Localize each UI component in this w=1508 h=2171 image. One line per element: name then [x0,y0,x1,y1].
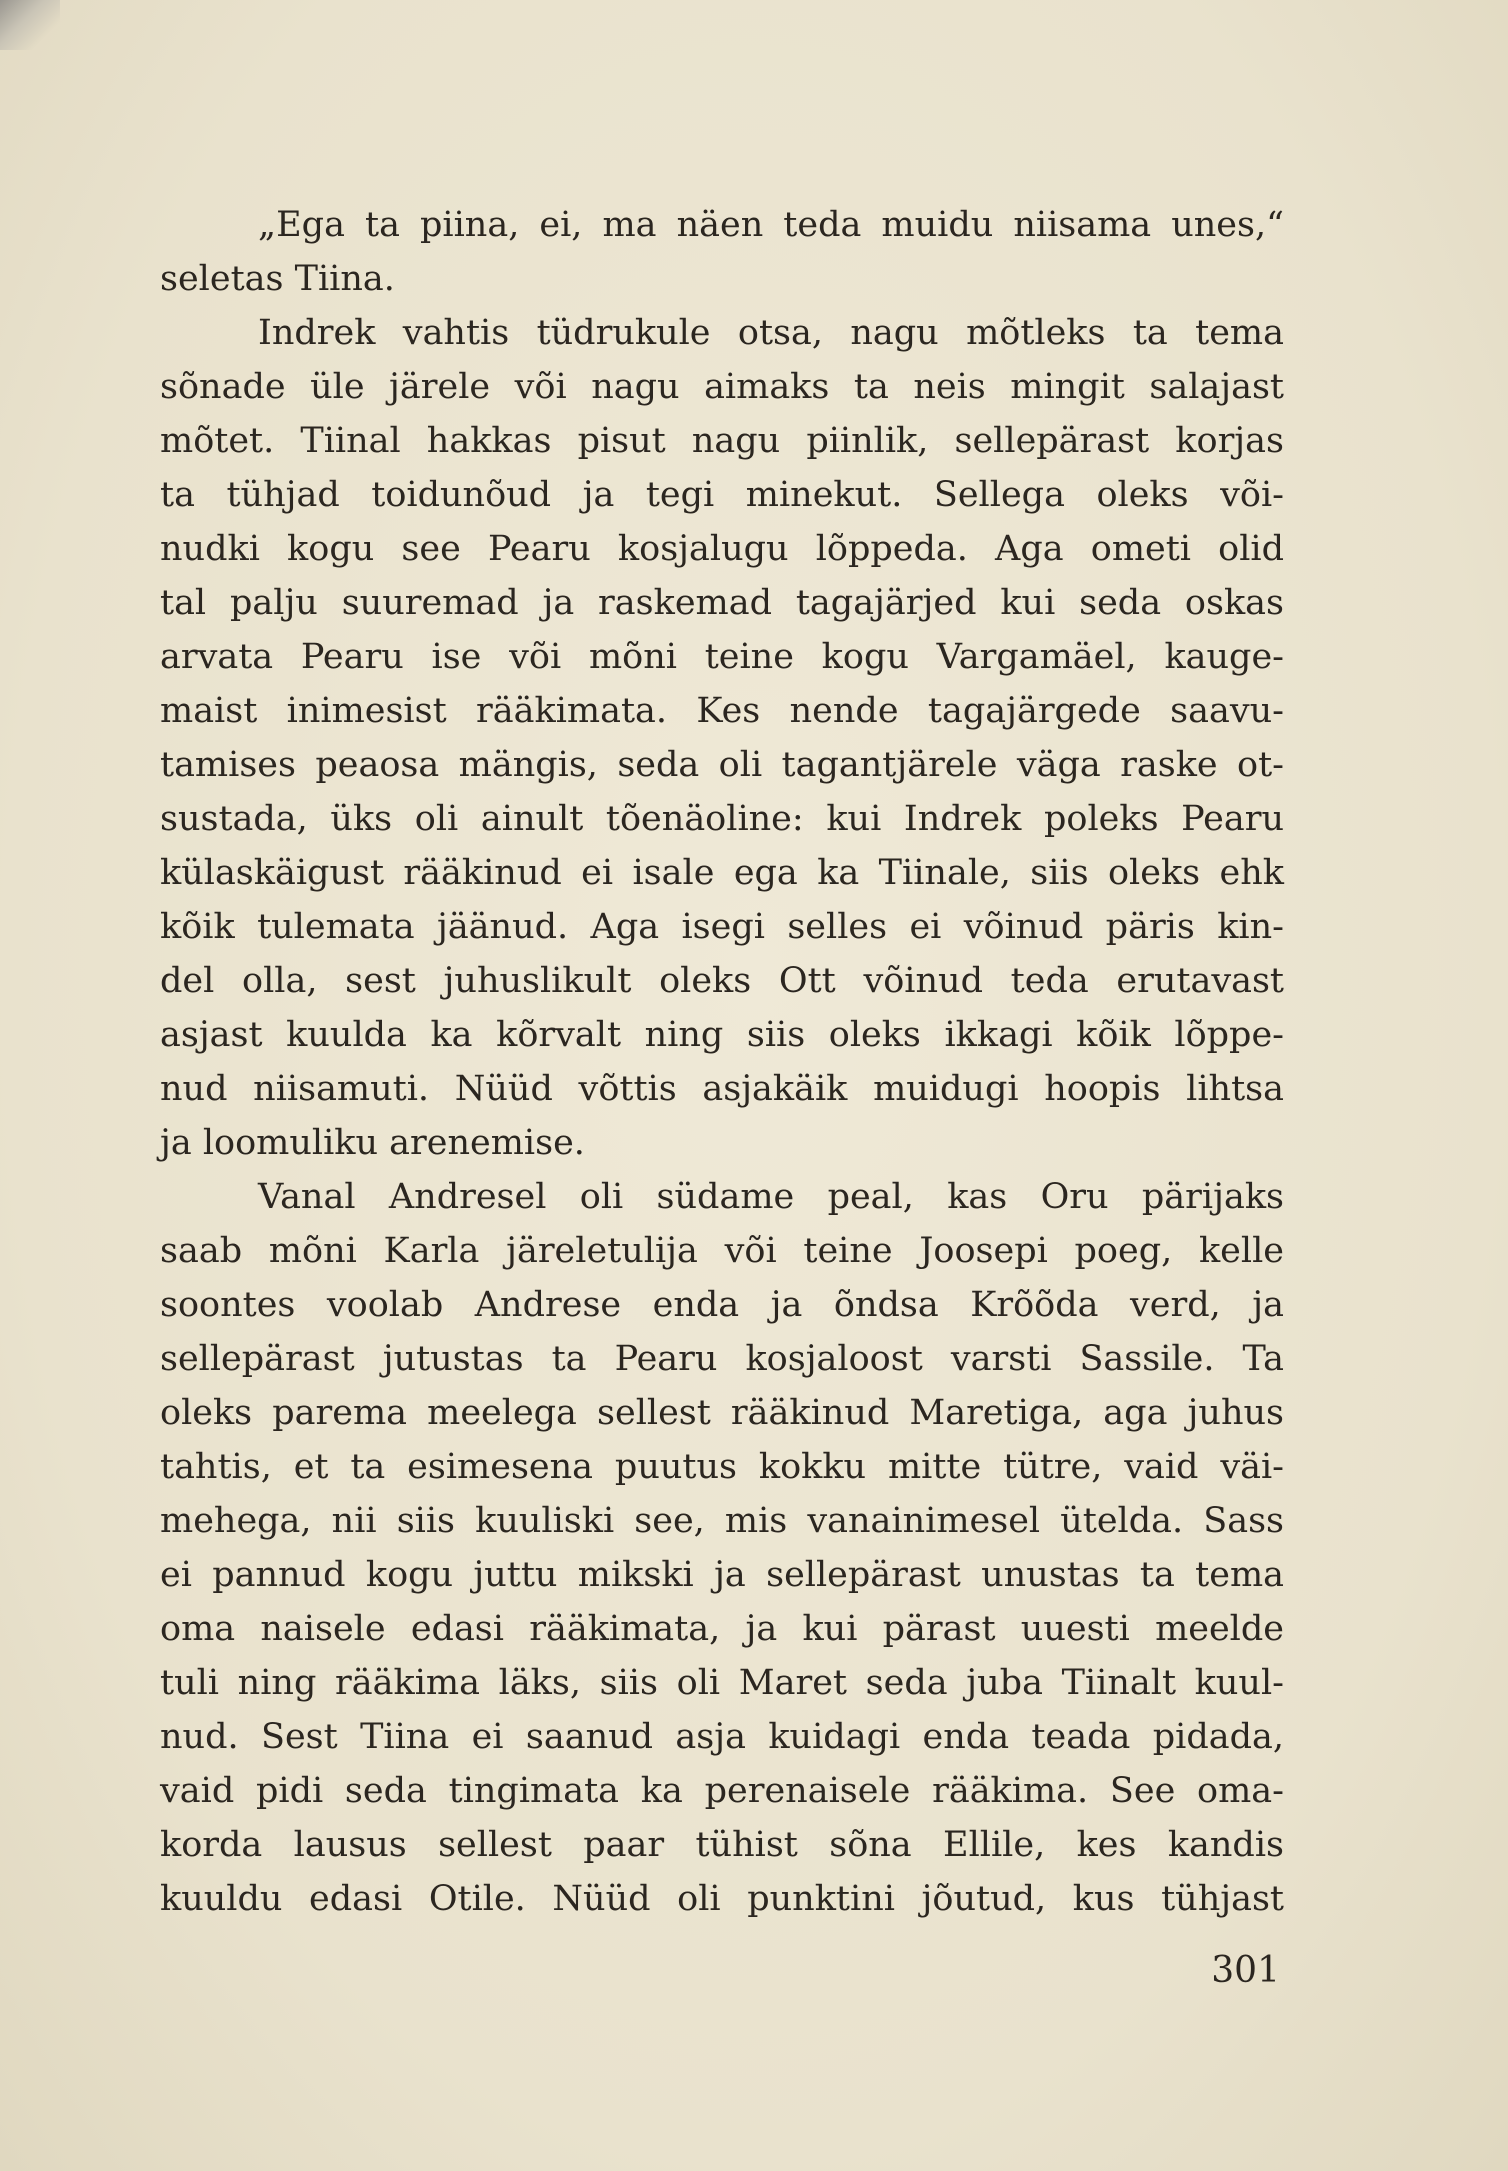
text-line: nudki kogu see Pearu kosjalugu lõppeda. Aga ometi olid [160,529,1284,569]
text-line: mehega, nii siis kuuliski see, mis vanainimesel ütelda. Sass [160,1501,1284,1541]
text-line: arvata Pearu ise või mõni teine kogu Vargamäel, kauge- [160,637,1284,677]
text-line: tal palju suuremad ja raskemad tagajärjed kui seda oskas [160,583,1284,623]
text-line: oma naisele edasi rääkimata, ja kui pärast uuesti meelde [160,1609,1284,1649]
text-line: seletas Tiina. [160,259,395,299]
text-line: vaid pidi seda tingimata ka perenaisele rääkima. See oma- [160,1771,1284,1811]
text-line: tahtis, et ta esimesena puutus kokku mitte tütre, vaid väi- [160,1447,1284,1487]
text-line: sustada, üks oli ainult tõenäoline: kui Indrek poleks Pearu [160,799,1284,839]
text-line: külaskäigust rääkinud ei isale ega ka Tiinale, siis oleks ehk [160,853,1284,893]
text-line: korda lausus sellest paar tühist sõna Ellile, kes kandis [160,1825,1284,1865]
page-corner-shadow [0,0,60,50]
text-line: del olla, sest juhuslikult oleks Ott võinud teda erutavast [160,961,1284,1001]
text-line: ta tühjad toidunõud ja tegi minekut. Sellega oleks või- [160,475,1284,515]
text-line: asjast kuulda ka kõrvalt ning siis oleks ikkagi kõik lõppe- [160,1015,1284,1055]
text-line: nud niisamuti. Nüüd võttis asjakäik muidugi hoopis lihtsa [160,1069,1284,1109]
text-line: tamises peaosa mängis, seda oli tagantjärele väga raske ot- [160,745,1284,785]
page-number: 301 [1211,1950,1280,1991]
text-line: sõnade üle järele või nagu aimaks ta neis mingit salajast [160,367,1284,407]
text-line: oleks parema meelega sellest rääkinud Maretiga, aga juhus [160,1393,1284,1433]
text-line: Vanal Andresel oli südame peal, kas Oru pärijaks [258,1177,1284,1217]
text-line: kõik tulemata jäänud. Aga isegi selles ei võinud päris kin- [160,907,1284,947]
text-line: mõtet. Tiinal hakkas pisut nagu piinlik, sellepärast korjas [160,421,1284,461]
text-line: Indrek vahtis tüdrukule otsa, nagu mõtleks ta tema [258,313,1284,353]
text-line: maist inimesist rääkimata. Kes nende tagajärgede saavu- [160,691,1284,731]
text-line: ja loomuliku arenemise. [160,1123,585,1163]
body-text [160,198,1284,1926]
text-line: saab mõni Karla järeletulija või teine Joosepi poeg, kelle [160,1231,1284,1271]
text-line: ei pannud kogu juttu mikski ja sellepärast unustas ta tema [160,1555,1284,1595]
text-line: „Ega ta piina, ei, ma näen teda muidu niisama unes,“ [258,205,1284,245]
text-line: soontes voolab Andrese enda ja õndsa Krõõda verd, ja [160,1285,1284,1325]
text-line: kuuldu edasi Otile. Nüüd oli punktini jõutud, kus tühjast [160,1879,1284,1919]
text-line: tuli ning rääkima läks, siis oli Maret seda juba Tiinalt kuul- [160,1663,1284,1703]
text-line: nud. Sest Tiina ei saanud asja kuidagi enda teada pidada, [160,1717,1284,1757]
text-line: sellepärast jutustas ta Pearu kosjaloost varsti Sassile. Ta [160,1339,1284,1379]
